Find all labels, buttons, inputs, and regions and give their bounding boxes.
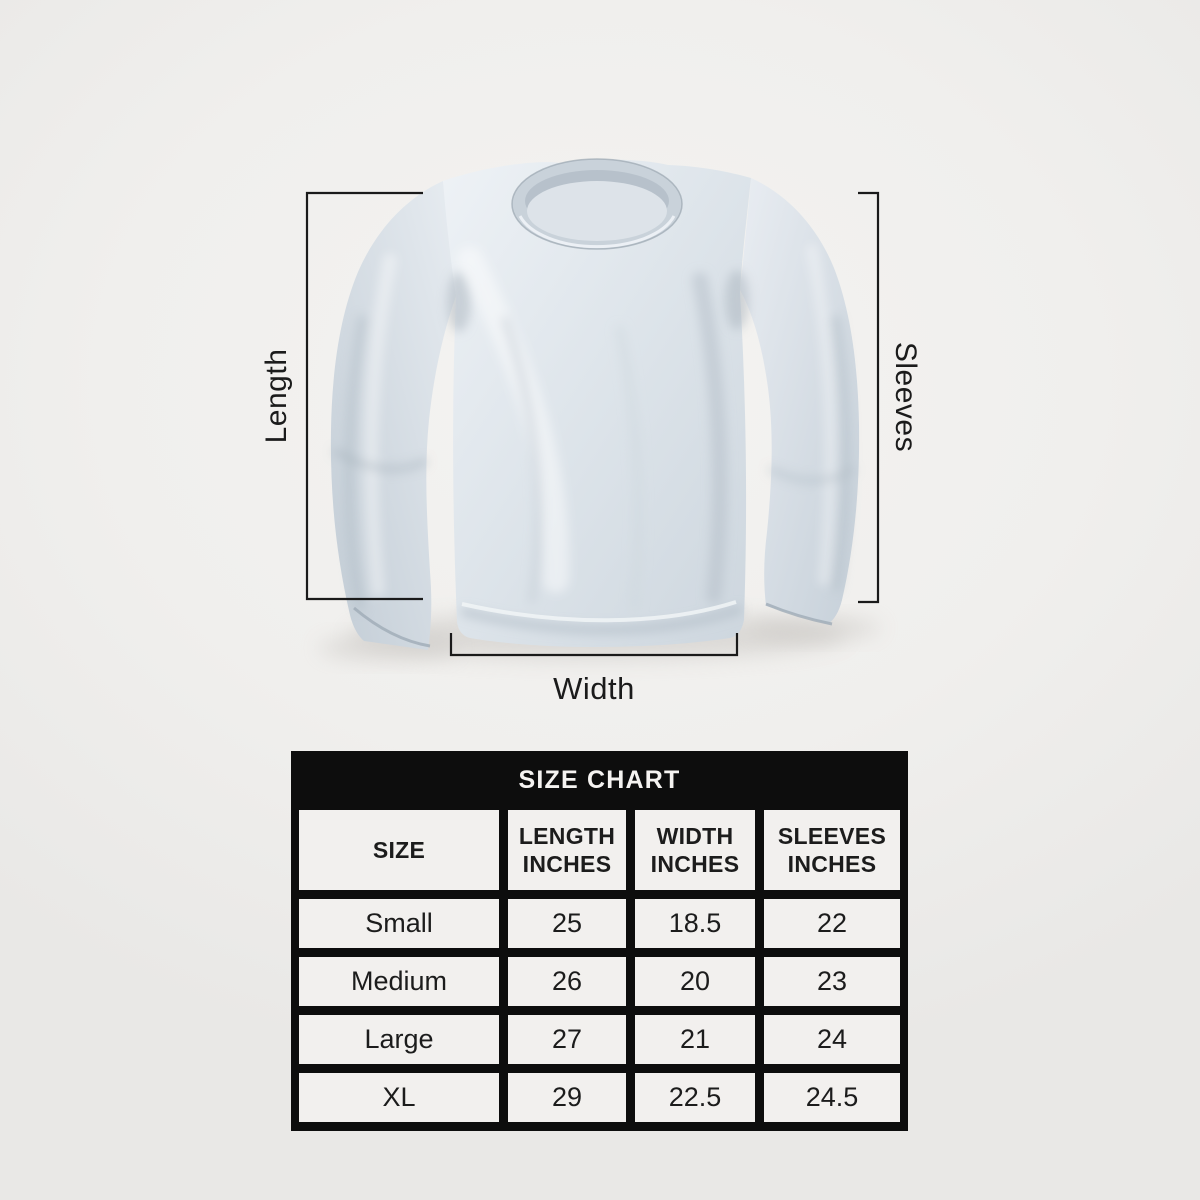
width-cell: 21 (635, 1015, 755, 1064)
sleeves-cell: 24.5 (764, 1073, 900, 1122)
sleeves-cell: 24 (764, 1015, 900, 1064)
size-cell: Medium (299, 957, 499, 1006)
size-cell: XL (299, 1073, 499, 1122)
sleeves-bracket (858, 193, 878, 602)
size-chart-table (291, 751, 908, 1131)
length-cell: 25 (508, 899, 626, 948)
size-cell: Large (299, 1015, 499, 1064)
width-label: Width (553, 671, 635, 706)
size-chart-grid (299, 810, 900, 1122)
column-header-size: SIZE (299, 810, 499, 890)
collar (512, 159, 682, 249)
sleeves-cell: 23 (764, 957, 900, 1006)
length-cell: 27 (508, 1015, 626, 1064)
width-cell: 22.5 (635, 1073, 755, 1122)
column-header-length: LENGTH INCHES (508, 810, 626, 890)
column-header-sleeves: SLEEVES INCHES (764, 810, 900, 890)
sleeves-cell: 22 (764, 899, 900, 948)
length-cell: 29 (508, 1073, 626, 1122)
width-cell: 20 (635, 957, 755, 1006)
size-cell: Small (299, 899, 499, 948)
size-chart-title: SIZE CHART (518, 766, 681, 794)
length-label: Length (260, 348, 293, 444)
width-cell: 18.5 (635, 899, 755, 948)
column-header-width: WIDTH INCHES (635, 810, 755, 890)
length-cell: 26 (508, 957, 626, 1006)
sleeves-label: Sleeves (889, 341, 922, 453)
